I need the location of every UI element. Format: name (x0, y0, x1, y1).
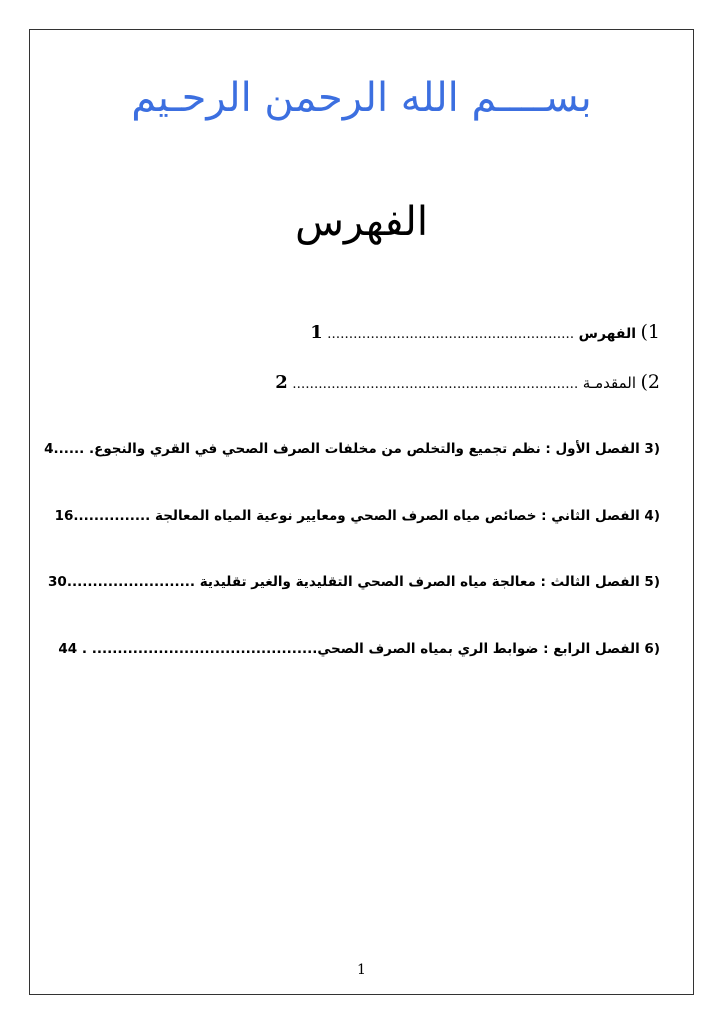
toc-entry-leader: ………………………………………………………… (292, 377, 579, 392)
toc-entry-page: 1 (310, 322, 323, 343)
toc-entry-label: المقدمـة (582, 374, 637, 392)
toc-entry-1 (66, 320, 660, 347)
toc-entry-number: 2) (640, 371, 660, 393)
basmala-heading: بســــم الله الرحمن الرحـيم (131, 75, 592, 121)
toc-entry-4: (4 الفصل الثاني : خصائص مياه الصرف الصحي ومعايير نوعية المياه المعالجة ...............16 (54, 508, 660, 524)
toc-entry-6: (6 الفصل الرابع : ضوابط الري بمياه الصرف الصحي............................................ . 44 (58, 641, 660, 657)
toc-entry-page: 2 (275, 372, 288, 393)
toc-entry-3: (3 الفصل الأول : نظم تجميع والتخلص من مخلفات الصرف الصحي في القري والنجوع. ......4 (44, 441, 660, 457)
toc-entry-2 (66, 370, 660, 397)
toc-entry-number: 1) (640, 321, 660, 343)
page-title: الفهرس (295, 199, 428, 245)
toc-entry-leader: ………………………………………………… (327, 327, 575, 342)
toc-entry-5: (5 الفصل الثالث : معالجة مياه الصرف الصحي التقليدية والغير تقليدية .........................30 (48, 574, 660, 590)
toc-entry-label: الفهرس (578, 326, 637, 342)
page-number: 1 (357, 962, 366, 978)
